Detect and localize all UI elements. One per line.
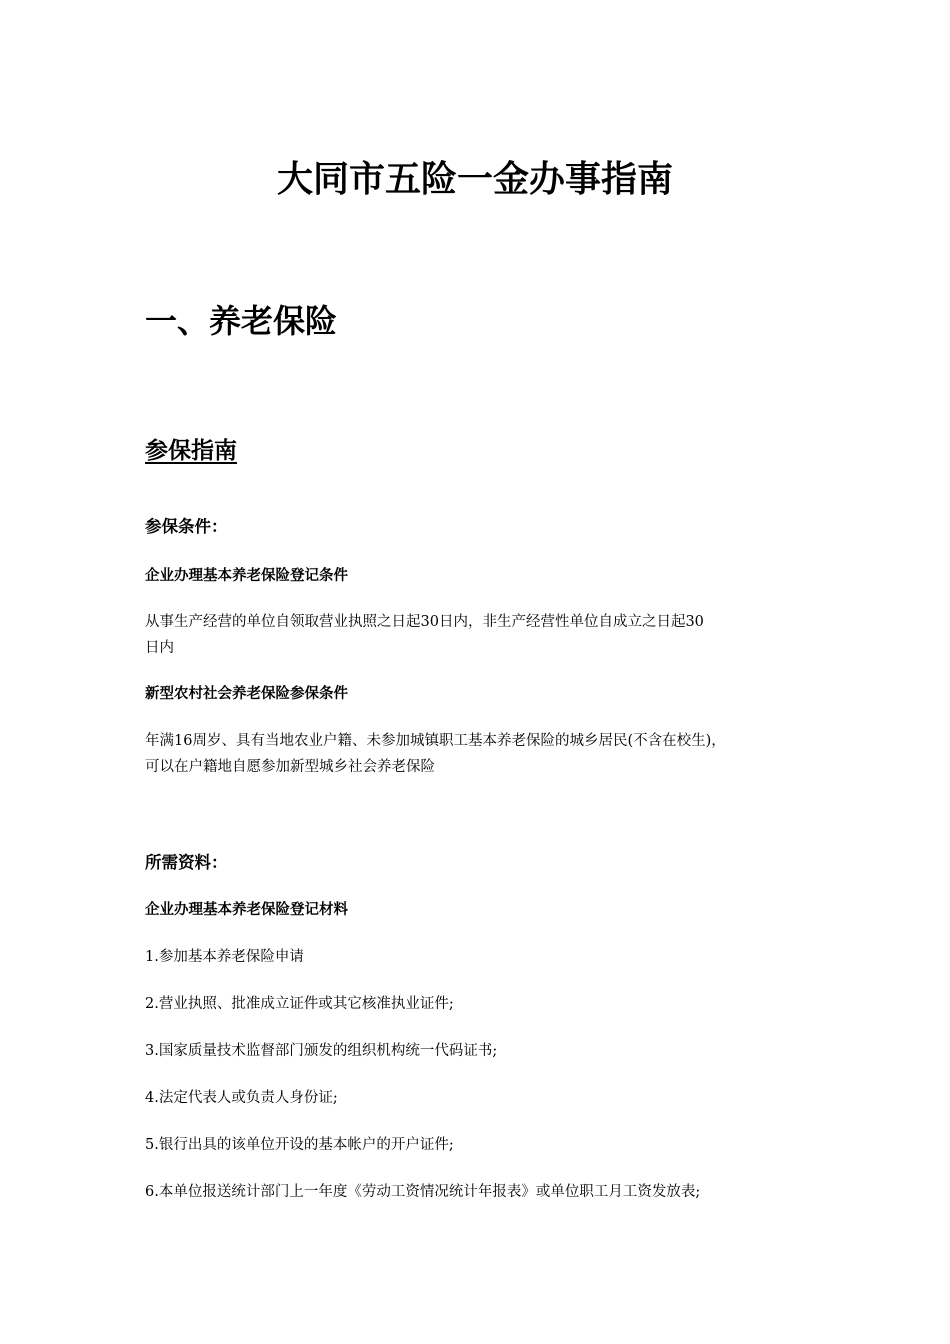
conditions-heading: 参保条件： [145, 517, 228, 536]
rural-conditions-heading: 新型农村社会养老保险参保条件 [145, 686, 348, 702]
enterprise-conditions-text-line2: 日内 [145, 640, 174, 656]
enterprise-conditions-text-line1: 从事生产经营的单位自领取营业执照之日起30日内，非生产经营性单位自成立之日起30 [145, 614, 704, 630]
material-item-2: 2.营业执照、批准成立证件或其它核准执业证件; [145, 996, 454, 1012]
material-item-6: 6.本单位报送统计部门上一年度《劳动工资情况统计年报表》或单位职工月工资发放表; [145, 1184, 701, 1200]
materials-heading: 所需资料： [145, 853, 228, 872]
enterprise-materials-heading: 企业办理基本养老保险登记材料 [145, 902, 348, 918]
rural-conditions-text-line2: 可以在户籍地自愿参加新型城乡社会养老保险 [145, 759, 435, 775]
material-item-5: 5.银行出具的该单位开设的基本帐户的开户证件; [145, 1137, 454, 1153]
rural-conditions-text-line1: 年满16周岁、具有当地农业户籍、未参加城镇职工基本养老保险的城乡居民(不含在校生)， [145, 733, 726, 749]
guide-heading: 参保指南 [145, 438, 237, 464]
material-item-1: 1.参加基本养老保险申请 [145, 949, 304, 965]
document-title: 大同市五险一金办事指南 [276, 159, 673, 200]
material-item-4: 4.法定代表人或负责人身份证; [145, 1090, 338, 1106]
enterprise-conditions-heading: 企业办理基本养老保险登记条件 [145, 568, 348, 584]
section-heading-pension: 一、养老保险 [145, 302, 338, 340]
material-item-3: 3.国家质量技术监督部门颁发的组织机构统一代码证书; [145, 1043, 498, 1059]
